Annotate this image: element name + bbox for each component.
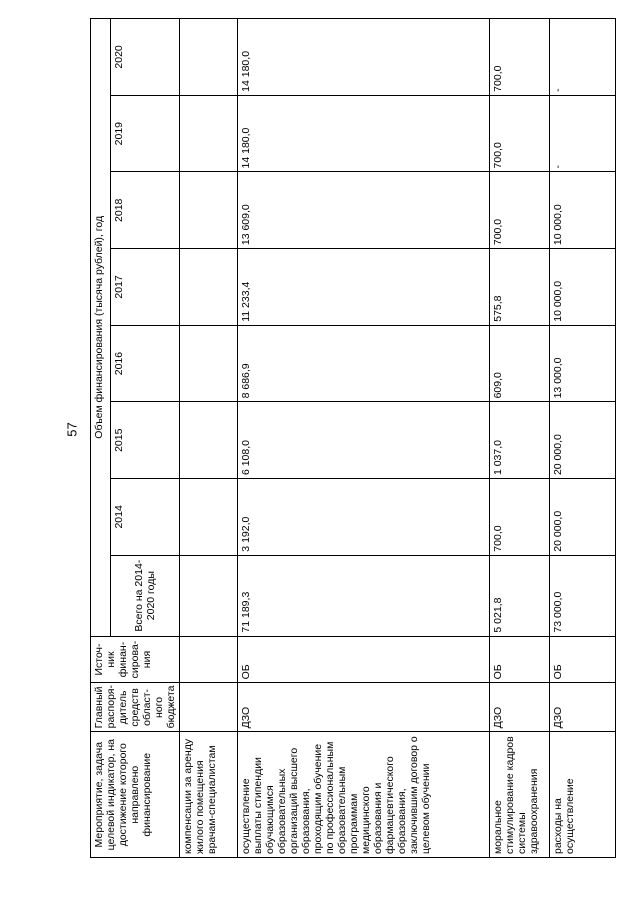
value-cell: 6 108,0	[238, 402, 490, 479]
value-cell: 700,0	[490, 95, 550, 172]
source-cell: ОБ	[490, 636, 550, 683]
value-cell: 13 000,0	[550, 325, 616, 402]
table-row	[180, 19, 238, 858]
table-row	[238, 19, 490, 858]
value-cell: 20 000,0	[550, 402, 616, 479]
total-cell: 73 000,0	[550, 555, 616, 636]
value-cell	[180, 325, 238, 402]
value-cell: -	[550, 95, 616, 172]
table-row	[490, 19, 550, 858]
value-cell: 11 233,4	[238, 249, 490, 326]
value-cell	[180, 479, 238, 556]
source-cell: ОБ	[550, 636, 616, 683]
header-total: Всего на 2014-2020 годы	[110, 555, 179, 636]
manager-cell: ДЗО	[238, 683, 490, 732]
value-cell: 20 000,0	[550, 479, 616, 556]
header-year: 2017	[110, 249, 179, 326]
table-wrapper	[90, 18, 602, 858]
total-cell	[180, 555, 238, 636]
value-cell: 14 180,0	[238, 19, 490, 96]
value-cell: 10 000,0	[550, 249, 616, 326]
header-volume: Объем финансирования (тысяча рублей), год	[91, 19, 111, 637]
manager-cell: ДЗО	[490, 683, 550, 732]
measure-cell: компенсации за аренду жилого помещения врачам-специалистам	[180, 732, 238, 858]
value-cell: 13 609,0	[238, 172, 490, 249]
value-cell: 700,0	[490, 19, 550, 96]
header-measure: Мероприятие, задача целевой индикатор, на достижение которого направлено финансирование	[91, 732, 180, 858]
total-cell: 71 189,3	[238, 555, 490, 636]
value-cell	[180, 249, 238, 326]
value-cell: -	[550, 19, 616, 96]
total-cell: 5 021,8	[490, 555, 550, 636]
value-cell: 8 686,9	[238, 325, 490, 402]
value-cell: 1 037,0	[490, 402, 550, 479]
header-year: 2014	[110, 479, 179, 556]
value-cell	[180, 95, 238, 172]
header-year: 2020	[110, 19, 179, 96]
header-year: 2018	[110, 172, 179, 249]
table-row	[550, 19, 616, 858]
header-year: 2019	[110, 95, 179, 172]
source-cell	[180, 636, 238, 683]
value-cell: 14 180,0	[238, 95, 490, 172]
value-cell: 10 000,0	[550, 172, 616, 249]
value-cell: 3 192,0	[238, 479, 490, 556]
value-cell: 609,0	[490, 325, 550, 402]
rotated-page-area	[90, 18, 602, 858]
value-cell: 575,8	[490, 249, 550, 326]
value-cell	[180, 19, 238, 96]
value-cell	[180, 172, 238, 249]
header-manager: Главный распоря-дитель средств област-ного бюджета	[91, 683, 180, 732]
source-cell: ОБ	[238, 636, 490, 683]
header-year: 2015	[110, 402, 179, 479]
value-cell: 700,0	[490, 172, 550, 249]
header-year: 2016	[110, 325, 179, 402]
header-row-1	[91, 19, 111, 858]
measure-cell: моральное стимулирование кадров системы здравоохранения	[490, 732, 550, 858]
value-cell: 700,0	[490, 479, 550, 556]
page-number: 57	[64, 422, 80, 437]
financing-table	[90, 18, 616, 858]
value-cell	[180, 402, 238, 479]
measure-cell: расходы на осуществление	[550, 732, 616, 858]
manager-cell	[180, 683, 238, 732]
measure-cell: осуществление выплаты стипендии обучающимся образовательных организаций высшего образования, проходящим обучение по профессиональным образовательным программам медицинского образования и фармацевтического образования, заключившим договор о целевом обучении	[238, 732, 490, 858]
manager-cell: ДЗО	[550, 683, 616, 732]
header-source: Источ-ник финан-сирова-ния	[91, 636, 180, 683]
